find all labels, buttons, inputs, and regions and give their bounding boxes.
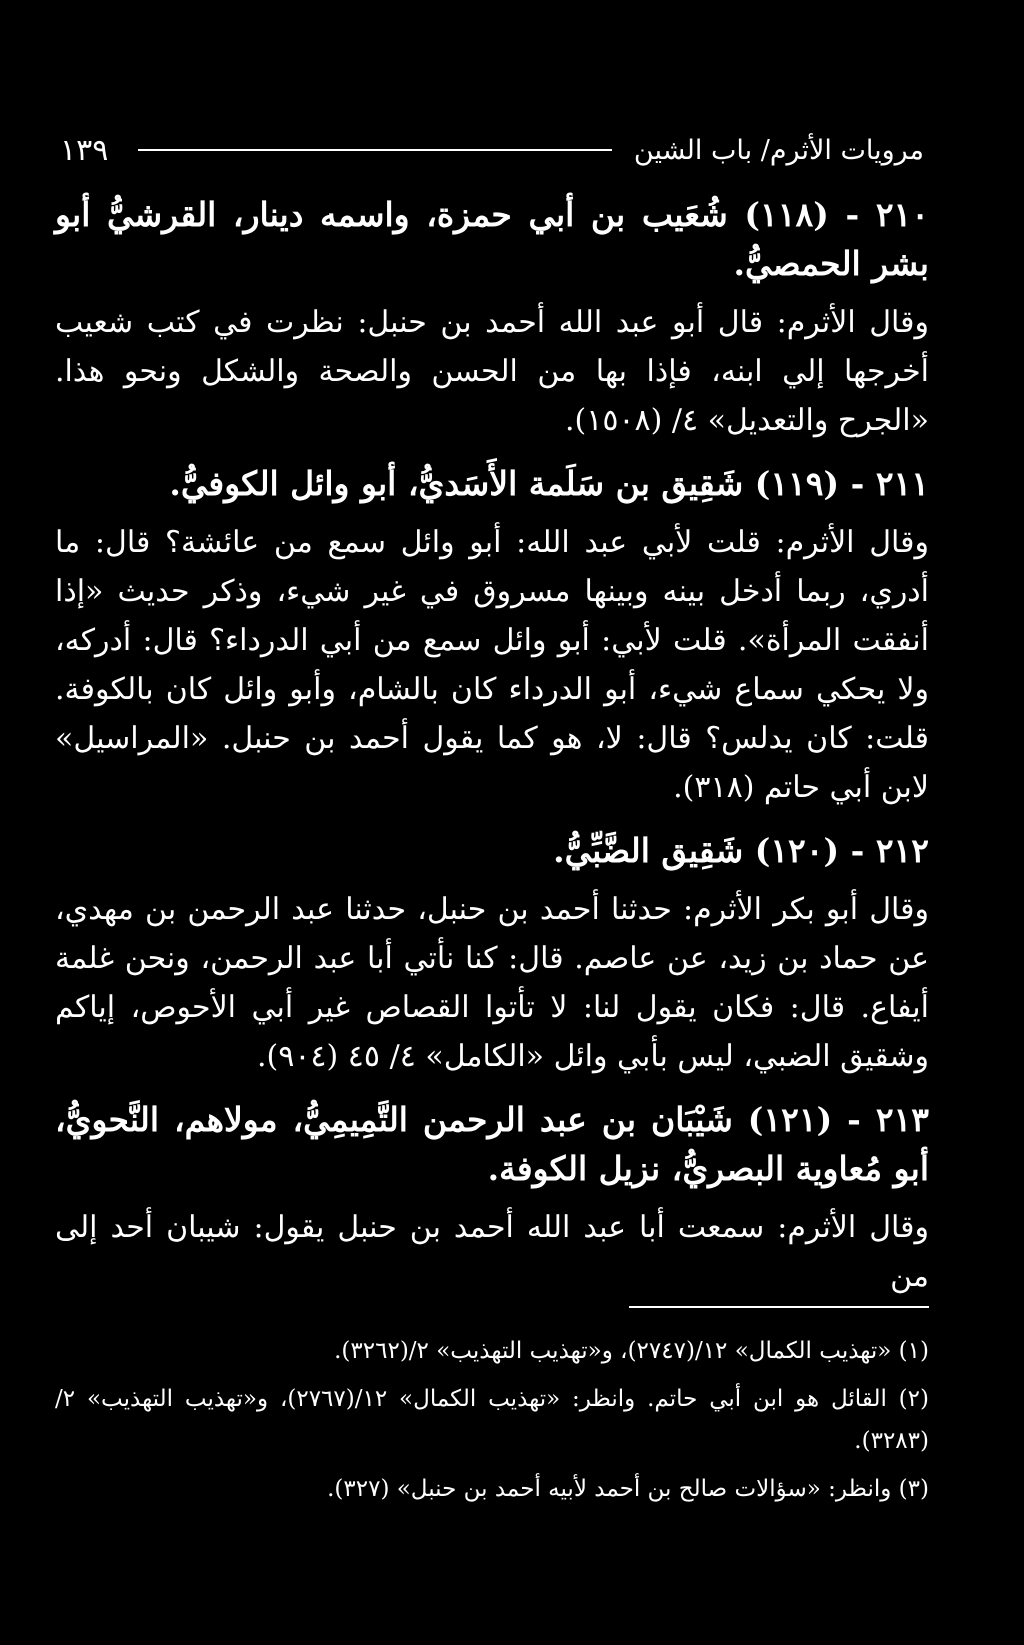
footnote: (١) «تهذيب الكمال» ١٢/(٢٧٤٧)، و«تهذيب التهذيب» ٢/(٣٢٦٢). — [334, 1338, 929, 1364]
entry — [55, 826, 929, 1081]
entry-text: وقال الأثرم: قلت لأبي عبد الله: أبو وائل سمع من عائشة؟ قال: ما أدري، ربما أدخل بينه وبينها مسروق في غير شيء، وذكر حديث «إذا أنفقت المرأة». قلت لأبي: أبو وائل سمع من أبي الدرداء؟ قال: أدركه، ولا يحكي سماع شيء، أبو الدرداء كان بالشام، وأبو وائل كان بالكوفة. قلت: كان يدلس؟ قال: لا، هو كما يقول أحمد بن حنبل. «المراسيل» لابن أبي حاتم (٣١٨). — [55, 525, 929, 805]
entry — [55, 190, 929, 445]
entry-title: ٢١٣ - (١٢١) شَيْبَان بن عبد الرحمن التَّمِيمِيُّ، مولاهم، النَّحويُّ، أبو مُعاوية البصريُّ، نزيل الكوفة. — [55, 1100, 929, 1188]
entry — [55, 459, 929, 812]
entry-title: ٢١١ - (١١٩) شَقِيق بن سَلَمة الأَسَديُّ، أبو وائل الكوفيُّ. — [169, 464, 929, 503]
page-number: ١٣٩ — [60, 132, 109, 168]
footnote: (٢) القائل هو ابن أبي حاتم. وانظر: «تهذيب الكمال» ١٢/(٢٧٦٧)، و«تهذيب التهذيب» ٢/ (٣٢٨٣). — [55, 1386, 929, 1454]
header-rule — [138, 149, 612, 151]
footnote: (٣) وانظر: «سؤالات صالح بن أحمد لأبيه أحمد بن حنبل» (٣٢٧). — [327, 1476, 929, 1502]
running-title: مرويات الأثرم/ باب الشين — [633, 134, 924, 166]
entry-title: ٢١٠ - (١١٨) شُعَيب بن أبي حمزة، واسمه دينار، القرشيُّ أبو بشر الحمصيُّ. — [55, 195, 929, 283]
entry-text: وقال أبو بكر الأثرم: حدثنا أحمد بن حنبل، حدثنا عبد الرحمن بن مهدي، عن حماد بن زيد، عن عاصم. قال: كنا نأتي أبا عبد الرحمن، ونحن غلمة أيفاع. قال: فكان يقول لنا: لا تأتوا القصاص غير أبي الأحوص، إياكم وشقيق الضبي، ليس بأبي وائل «الكامل» ٤/ ٤٥ (٩٠٤). — [55, 892, 929, 1074]
entry — [55, 1095, 929, 1301]
footnotes — [55, 1330, 929, 1516]
entry-text: وقال الأثرم: سمعت أبا عبد الله أحمد بن حنبل يقول: شيبان أحد إلى من — [55, 1210, 929, 1294]
page-header — [60, 128, 924, 172]
entry-title: ٢١٢ - (١٢٠) شَقِيق الضَّبِّيُّ. — [553, 831, 929, 870]
footnote-divider — [629, 1306, 929, 1308]
main-text — [55, 190, 929, 1315]
entry-text: وقال الأثرم: قال أبو عبد الله أحمد بن حنبل: نظرت في كتب شعيب أخرجها إلي ابنه، فإذا بها من الحسن والصحة والشكل ونحو هذا. «الجرح والتعديل» ٤/ (١٥٠٨). — [55, 305, 929, 438]
